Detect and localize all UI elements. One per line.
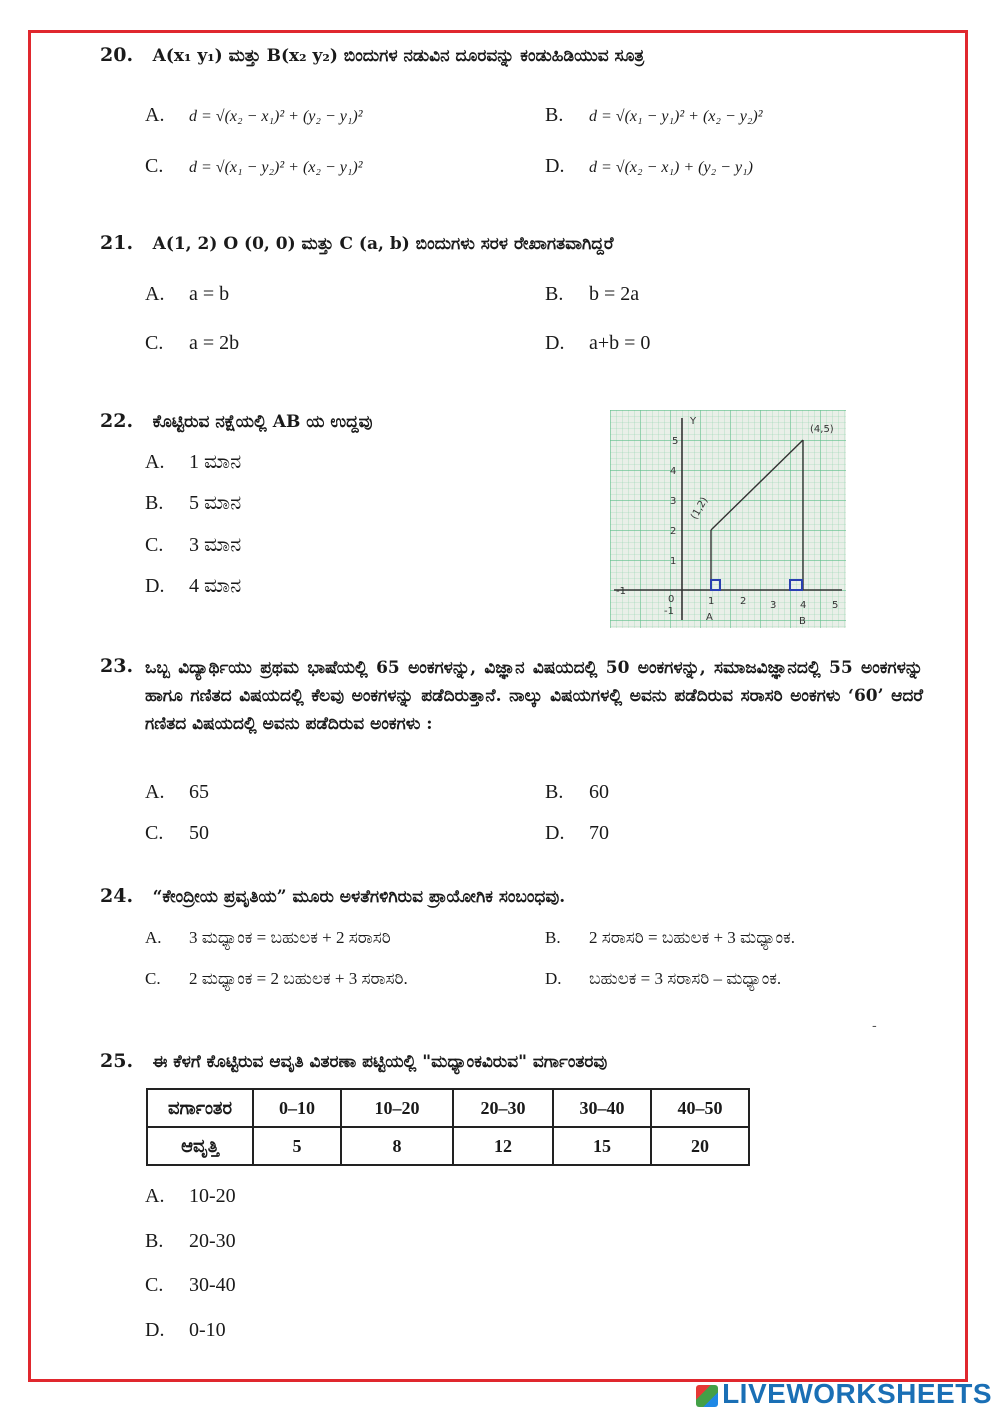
question-stem: ಈ ಕೆಳಗೆ ಕೊಟ್ಟಿರುವ ಆವೃತಿ ವಿತರಣಾ ಪಟ್ಟಿಯಲ್ಲಿ "ಮಧ್ಯಾಂಕವಿರುವ" ವರ್ಗಾಂತರವು — [152, 1052, 608, 1072]
question-number: 21. — [100, 232, 134, 254]
q22-option-c[interactable]: C. 3 ಮಾನ — [145, 534, 242, 556]
q25-option-a[interactable]: A. 10-20 — [145, 1185, 236, 1207]
q24-option-a[interactable]: A. 3 ಮಧ್ಯಾಂಕ = ಬಹುಲಕ + 2 ಸರಾಸರಿ — [145, 928, 391, 947]
x-tick: 0 — [668, 594, 675, 605]
table-cell: 20–30 — [453, 1089, 553, 1127]
q21-option-a[interactable]: A. a = b — [145, 283, 230, 305]
question-stem: A(1, 2) O (0, 0) ಮತ್ತು C (a, b) ಬಿಂದುಗಳು ಸರಳ ರೇಖಾಗತವಾಗಿದ್ದರೆ — [152, 234, 614, 254]
graph-grid — [610, 410, 846, 628]
table-cell: 12 — [453, 1127, 553, 1165]
table-row — [147, 1089, 749, 1127]
q21-option-d[interactable]: D. a+b = 0 — [545, 332, 651, 354]
point-q-label: (4,5) — [810, 424, 834, 435]
graph-image — [610, 410, 846, 628]
table-cell: 30–40 — [553, 1089, 651, 1127]
q21-option-c[interactable]: C. a = 2b — [145, 332, 240, 354]
question-number: 22. — [100, 410, 134, 432]
table-cell: 20 — [651, 1127, 749, 1165]
q20-option-c[interactable]: C. d = √(x₁ − y₂)² + (x₂ − y₁)² — [145, 155, 363, 177]
q23-option-a[interactable]: A. 65 — [145, 781, 209, 803]
q25-option-b[interactable]: B. 20-30 — [145, 1230, 236, 1252]
q24-option-b[interactable]: B. 2 ಸರಾಸರಿ = ಬಹುಲಕ + 3 ಮಧ್ಯಾಂಕ. — [545, 928, 795, 947]
y-tick: -1 — [664, 606, 674, 617]
q20-option-b[interactable]: B. d = √(x₁ − y₁)² + (x₂ − y₂)² — [545, 104, 763, 126]
question-number: 25. — [100, 1050, 134, 1072]
brand-name: LIVEWORKSHEETS — [722, 1378, 992, 1409]
q20-option-a[interactable]: A. d = √(x₂ − x₁)² + (y₂ − y₁)² — [145, 104, 363, 126]
q25-option-c[interactable]: C. 30-40 — [145, 1274, 236, 1296]
y-axis-label: Y — [690, 416, 697, 427]
table-cell: 5 — [253, 1127, 341, 1165]
question-23-stem: ಒಬ್ಬ ವಿದ್ಯಾರ್ಥಿಯು ಪ್ರಥಮ ಭಾಷೆಯಲ್ಲಿ 65 ಅಂಕಗಳನ್ನು, ವಿಜ್ಞಾನ ವಿಷಯದಲ್ಲಿ 50 ಅಂಕಗಳನ್ನು, ಸಮಾಜವಿಜ್ಞಾನದಲ್ಲಿ 55 ಅಂಕಗಳನ್ನು ಹಾಗೂ ಗಣಿತದ ವಿಷಯದಲ್ಲಿ ಕೆಲವು ಅಂಕಗಳನ್ನು ಪಡೆದಿರುತ್ತಾನೆ. ನಾಲ್ಕು ವಿಷಯಗಳಲ್ಲಿ ಅವನು ಪಡೆದಿರುವ ಸರಾಸರಿ ಅಂಕಗಳು ‘60’ ಆದರೆ ಗಣಿತದ ವಿಷಯದಲ್ಲಿ ಅವನು ಪಡೆದಿರುವ ಅಂಕಗಳು : — [145, 658, 923, 734]
y-tick: 4 — [670, 466, 677, 477]
q22-option-d[interactable]: D. 4 ಮಾನ — [145, 575, 242, 597]
q22-option-b[interactable]: B. 5 ಮಾನ — [145, 492, 242, 514]
q23-option-d[interactable]: D. 70 — [545, 822, 609, 844]
y-tick: 1 — [670, 556, 677, 567]
x-tick: 4 — [800, 600, 807, 611]
question-23-number: 23. — [100, 655, 134, 677]
question-20 — [100, 44, 644, 66]
table-cell: 8 — [341, 1127, 453, 1165]
question-number: 24. — [100, 885, 134, 907]
x-tick: 5 — [832, 600, 839, 611]
point-a-label: A — [706, 612, 713, 623]
x-tick: 3 — [770, 600, 777, 611]
q23-option-c[interactable]: C. 50 — [145, 822, 209, 844]
table-cell: 15 — [553, 1127, 651, 1165]
question-21 — [100, 232, 614, 254]
question-24 — [100, 885, 565, 907]
stray-mark: - — [872, 1018, 877, 1034]
q22-option-a[interactable]: A. 1 ಮಾನ — [145, 451, 242, 473]
table-cell: 40–50 — [651, 1089, 749, 1127]
brand-logo[interactable] — [696, 1378, 992, 1410]
point-p-label: (1,2) — [689, 495, 711, 522]
x-tick: 1 — [708, 596, 715, 607]
table-cell: 0–10 — [253, 1089, 341, 1127]
y-tick: 3 — [670, 496, 677, 507]
question-stem: ಕೊಟ್ಟಿರುವ ನಕ್ಷೆಯಲ್ಲಿ AB ಯ ಉದ್ದವು — [152, 412, 373, 432]
question-22 — [100, 410, 372, 432]
q24-option-c[interactable]: C. 2 ಮಧ್ಯಾಂಕ = 2 ಬಹುಲಕ + 3 ಸರಾಸರಿ. — [145, 969, 408, 988]
q23-option-b[interactable]: B. 60 — [545, 781, 609, 803]
q24-option-d[interactable]: D. ಬಹುಲಕ = 3 ಸರಾಸರಿ – ಮಧ್ಯಾಂಕ. — [545, 969, 782, 988]
question-stem: “ಕೇಂದ್ರೀಯ ಪ್ರವೃತಿಯ” ಮೂರು ಅಳತೆಗಳಿಗಿರುವ ಪ್ರಾಯೋಗಿಕ ಸಂಬಂಧವು. — [152, 887, 566, 907]
x-tick: 2 — [740, 596, 747, 607]
q20-option-d[interactable]: D. d = √(x₂ − x₁) + (y₂ − y₁) — [545, 155, 753, 177]
brand-icon — [696, 1385, 718, 1407]
x-tick: -1 — [616, 586, 626, 597]
question-number: 20. — [100, 44, 134, 66]
q25-option-d[interactable]: D. 0-10 — [145, 1319, 226, 1341]
table-row — [147, 1127, 749, 1165]
q21-option-b[interactable]: B. b = 2a — [545, 283, 640, 305]
question-stem: A(x₁ y₁) ಮತ್ತು B(x₂ y₂) ಬಿಂದುಗಳ ನಡುವಿನ ದೂರವನ್ನು ಕಂಡುಹಿಡಿಯುವ ಸೂತ್ರ — [152, 46, 645, 66]
table-header-cell: ವರ್ಗಾಂತರ — [147, 1089, 253, 1127]
question-25 — [100, 1050, 607, 1072]
y-tick: 2 — [670, 526, 677, 537]
y-tick: 5 — [672, 436, 679, 447]
table-header-cell: ಆವೃತ್ತಿ — [147, 1127, 253, 1165]
frequency-table — [146, 1088, 750, 1166]
table-cell: 10–20 — [341, 1089, 453, 1127]
point-b-label: B — [799, 616, 806, 627]
